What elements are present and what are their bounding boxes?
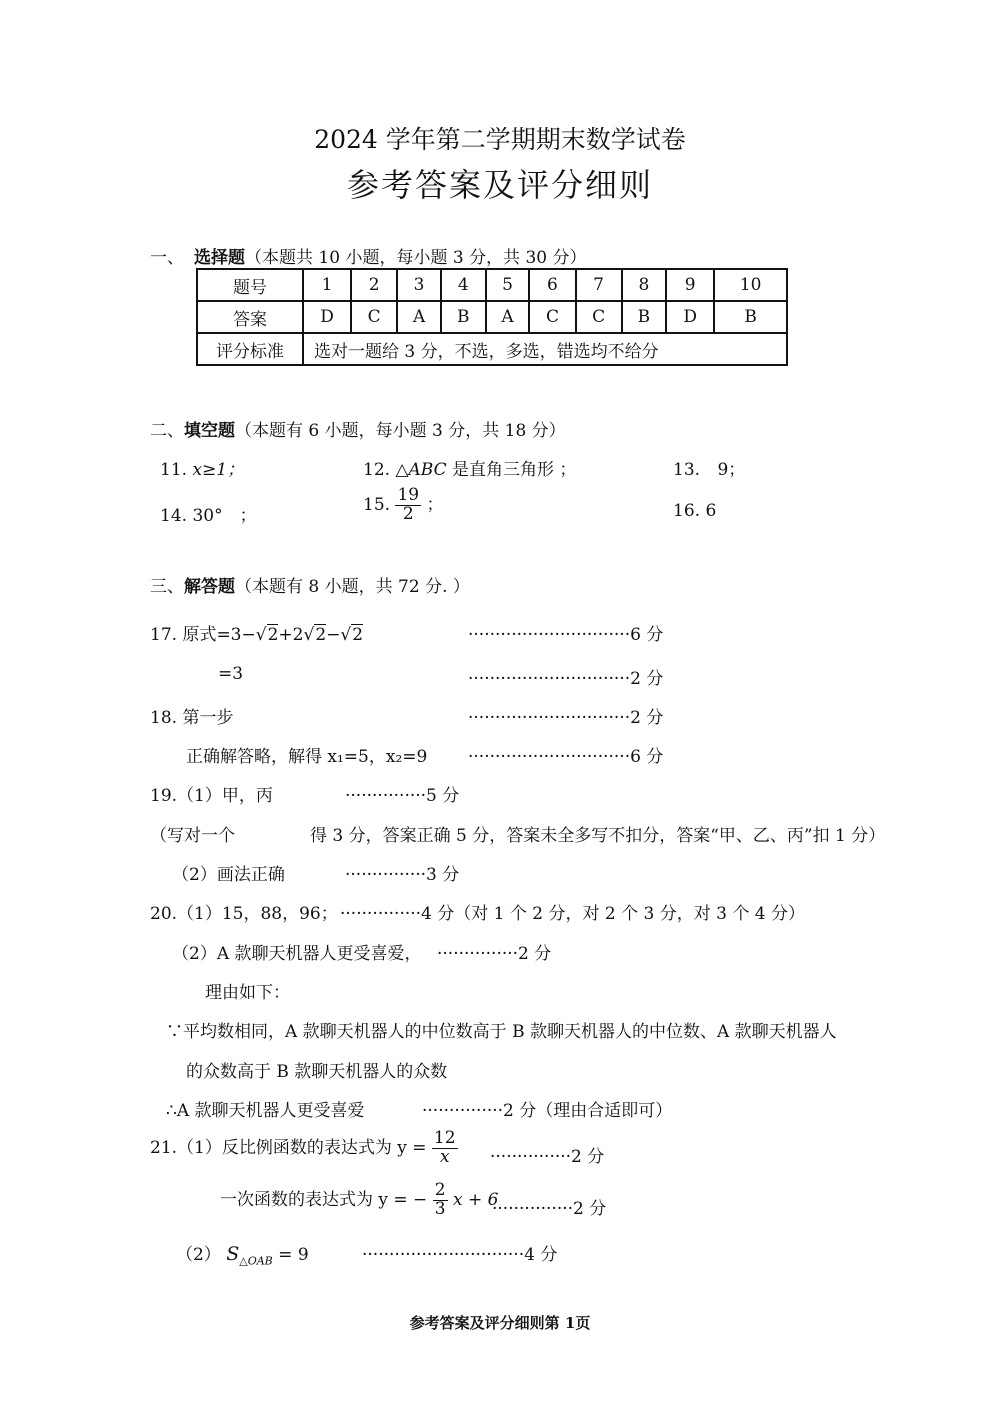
q19-note-right: 得 3 分，答案正确 5 分，答案未全多写不扣分，答案“甲、乙、丙”扣 1 分）	[310, 826, 886, 846]
q21-score1: ···············2 分	[490, 1147, 605, 1167]
q13-answer: 13. 9；	[673, 460, 746, 480]
table-cell: 4	[441, 269, 486, 301]
q11-answer: 11. x≥1；	[160, 460, 245, 480]
fraction: $\frac{12}{x}$	[433, 1128, 456, 1167]
section3-label: 三、	[150, 577, 184, 597]
table-cell: 7	[576, 269, 622, 301]
q20-line6: ∴A 款聊天机器人更受喜爱	[166, 1101, 365, 1121]
q20-line2: （2）A 款聊天机器人更受喜爱，	[172, 944, 422, 964]
q17-score2: ······························2 分	[468, 669, 664, 689]
table-row	[197, 301, 787, 333]
table-cell: 选对一题给 3 分，不选，多选，错选均不给分	[303, 333, 787, 365]
table-cell: 9	[666, 269, 714, 301]
table-cell: B	[714, 301, 787, 333]
table-cell: A	[486, 301, 530, 333]
section3-heading	[150, 572, 470, 597]
table-cell: B	[622, 301, 667, 333]
fraction: $\frac{2}{3}$	[434, 1180, 446, 1219]
q16-answer: 16. 6	[673, 501, 717, 521]
table-row	[197, 333, 787, 365]
q20-line5: 的众数高于 B 款聊天机器人的众数	[186, 1062, 448, 1082]
section3-note: （本题有 8 小题，共 72 分. ）	[235, 577, 470, 597]
q21-score3: ······························4 分	[362, 1245, 558, 1265]
table-cell: 3	[397, 269, 441, 301]
table-cell: 6	[529, 269, 575, 301]
q19-line1: 19.（1）甲，丙	[150, 786, 273, 806]
q21-line3: （2） $S_{\triangle OAB} = 9$	[176, 1243, 309, 1268]
section1-title: 选择题	[194, 248, 245, 268]
q18-line1: 18. 第一步	[150, 708, 234, 728]
q20-score6: ···············2 分（理由合适即可）	[422, 1101, 673, 1121]
section2-title: 填空题	[184, 421, 235, 441]
table-cell: D	[666, 301, 714, 333]
page-footer: 参考答案及评分细则第 1页	[409, 1314, 591, 1332]
table-cell: B	[441, 301, 486, 333]
q20-score2: ···············2 分	[437, 944, 552, 964]
q12-answer: 12. △ABC 是直角三角形 ；	[363, 460, 577, 480]
q17-score1: ······························6 分	[468, 625, 664, 645]
section3-title: 解答题	[184, 577, 235, 597]
table-cell: 5	[486, 269, 530, 301]
q19-note-left: （写对一个	[150, 826, 235, 846]
table-cell: C	[351, 301, 397, 333]
q14-answer: 14. 30° ；	[160, 506, 257, 526]
q20-score1: ···············4 分（对 1 个 2 分，对 2 个 3 分，对 3 个 4 分）	[340, 904, 806, 924]
q19-score1: ···············5 分	[345, 786, 460, 806]
fraction: $\frac{19}{2}$	[397, 485, 420, 524]
q20-line3: 理由如下：	[205, 983, 290, 1003]
table-cell: 8	[622, 269, 667, 301]
table-cell: 10	[714, 269, 787, 301]
q21-score2: ···············2 分	[492, 1199, 607, 1219]
section1-heading	[150, 243, 587, 268]
table-cell: 2	[351, 269, 397, 301]
q18-score1: ······························2 分	[468, 708, 664, 728]
answer-table	[196, 268, 788, 366]
q18-line2: 正确解答略，解得 x₁=5，x₂=9	[186, 747, 428, 767]
section2-label: 二、	[150, 421, 184, 441]
q20-line4: ∵平均数相同，A 款聊天机器人的中位数高于 B 款聊天机器人的中位数、A 款聊天机器人	[166, 1022, 837, 1042]
table-row	[197, 269, 787, 301]
section1-note: （本题共 10 小题，每小题 3 分，共 30 分）	[245, 248, 587, 268]
table-cell: C	[529, 301, 575, 333]
q17-line1: 17. 原式=3−√2+2√2−√2	[150, 625, 364, 645]
q19-score3: ···············3 分	[345, 865, 460, 885]
table-cell: 答案	[197, 301, 303, 333]
section1-label: 一、	[150, 248, 184, 268]
table-cell: A	[397, 301, 441, 333]
section2-note: （本题有 6 小题，每小题 3 分，共 18 分）	[235, 421, 566, 441]
q21-line2: 一次函数的表达式为 y = − $\frac{2}{3}$ x + 6	[220, 1180, 499, 1219]
q15-answer: 15. $\frac{19}{2}$ ；	[363, 485, 444, 524]
section2-heading	[150, 416, 566, 441]
q21-line1: 21.（1）反比例函数的表达式为 y = $\frac{12}{x}$	[150, 1128, 456, 1167]
q18-score2: ······························6 分	[468, 747, 664, 767]
table-cell: C	[576, 301, 622, 333]
table-cell: 评分标准	[197, 333, 303, 365]
q17-line2: =3	[218, 664, 244, 684]
table-cell: 题号	[197, 269, 303, 301]
page-subtitle: 参考答案及评分细则	[346, 166, 653, 204]
table-cell: 1	[303, 269, 351, 301]
page-title: 2024 学年第二学期期末数学试卷	[314, 125, 686, 154]
table-cell: D	[303, 301, 351, 333]
q19-line3: （2）画法正确	[172, 865, 285, 885]
q20-line1: 20.（1）15，88，96；	[150, 904, 338, 924]
